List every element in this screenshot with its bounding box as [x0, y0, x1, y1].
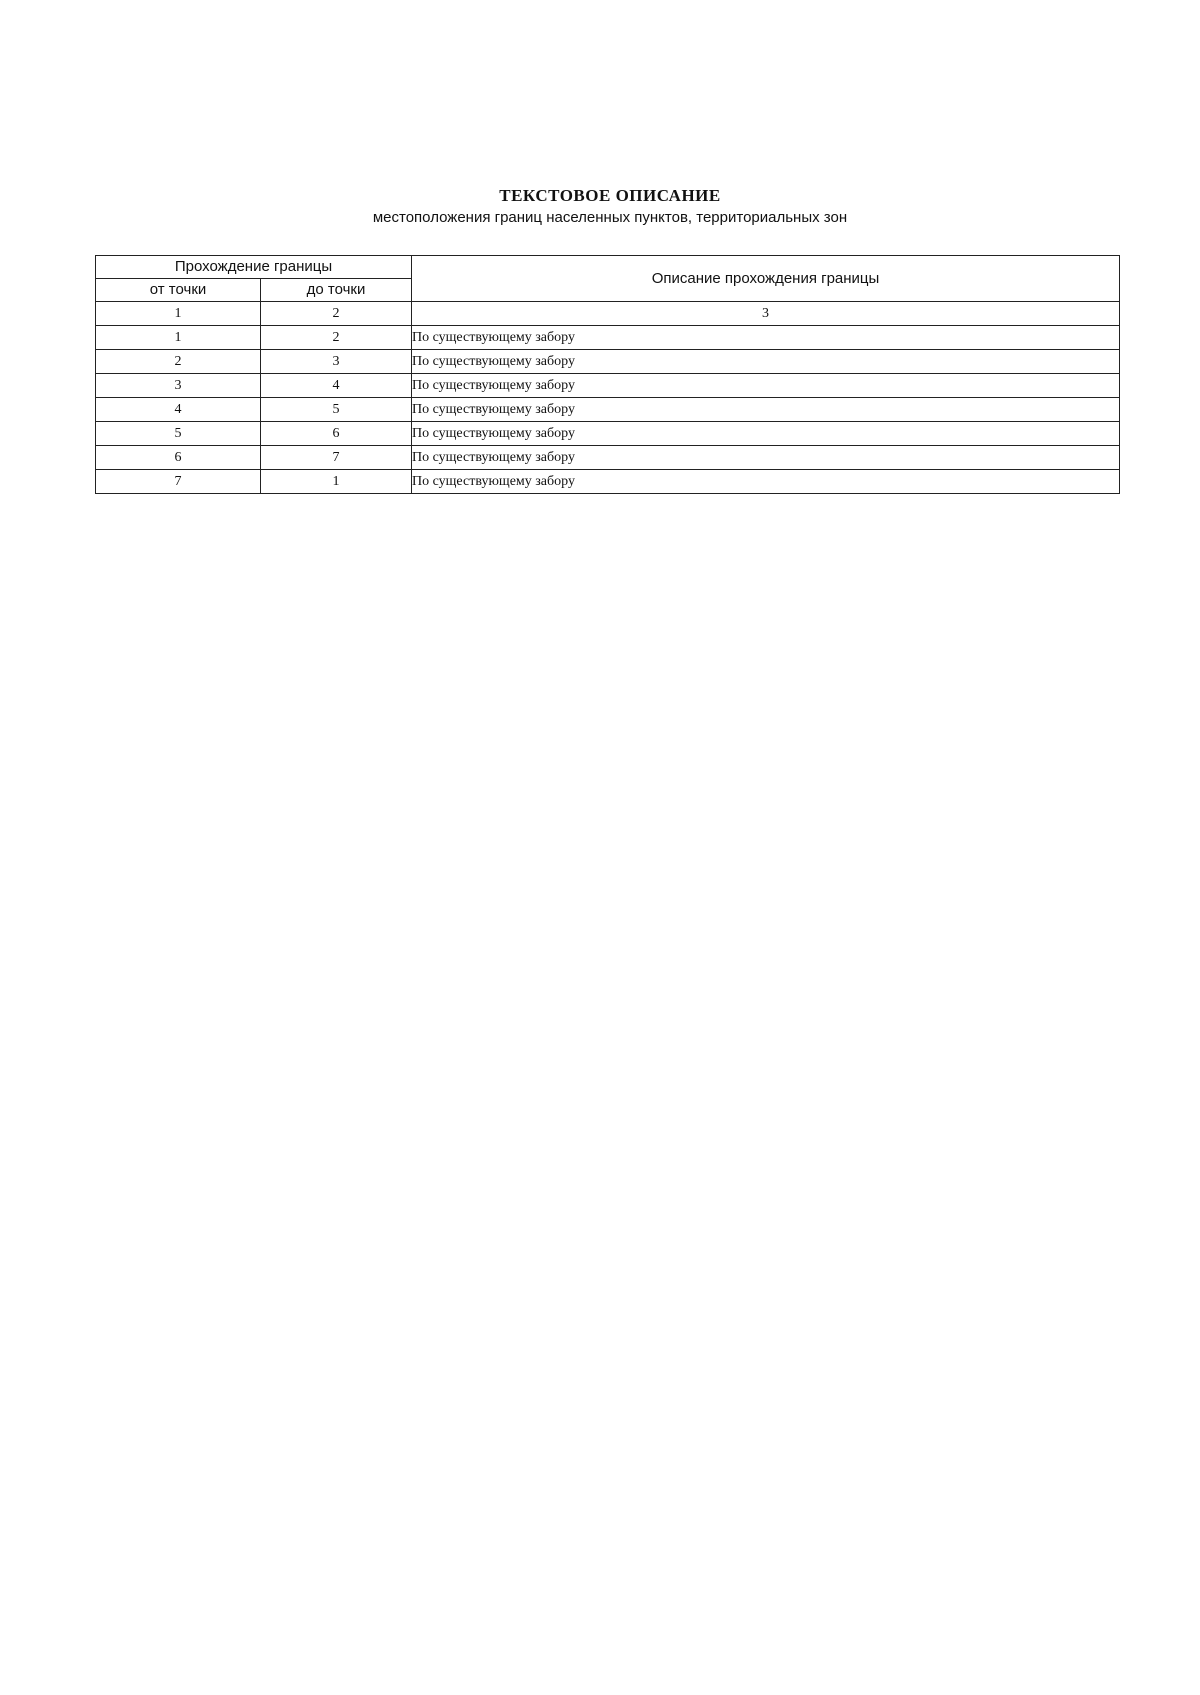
document-title: ТЕКСТОВОЕ ОПИСАНИЕ: [499, 186, 721, 205]
description-cell: По существующему забору: [412, 398, 1120, 422]
from-point-cell: 6: [96, 446, 261, 470]
to-point-cell: 7: [261, 446, 412, 470]
description-cell: По существующему забору: [412, 422, 1120, 446]
column-number: 1: [96, 302, 261, 326]
description-cell: По существующему забору: [412, 446, 1120, 470]
from-point-cell: 7: [96, 470, 261, 494]
header-description: Описание прохождения границы: [412, 256, 1120, 302]
to-point-cell: 2: [261, 326, 412, 350]
description-cell: По существующему забору: [412, 326, 1120, 350]
table-row: [96, 446, 1120, 470]
to-point-cell: 5: [261, 398, 412, 422]
description-cell: По существующему забору: [412, 350, 1120, 374]
from-point-cell: 2: [96, 350, 261, 374]
from-point-cell: 4: [96, 398, 261, 422]
column-number-row: [96, 302, 1120, 326]
column-number: 3: [412, 302, 1120, 326]
to-point-cell: 6: [261, 422, 412, 446]
boundary-description-table: [95, 255, 1120, 494]
table-row: [96, 398, 1120, 422]
document-subtitle: местоположения границ населенных пунктов, территориальных зон: [372, 209, 848, 226]
column-number: 2: [261, 302, 412, 326]
header-boundary-passage: Прохождение границы: [96, 256, 412, 279]
to-point-cell: 4: [261, 374, 412, 398]
table-row: [96, 470, 1120, 494]
description-cell: По существующему забору: [412, 470, 1120, 494]
from-point-cell: 3: [96, 374, 261, 398]
header-from-point: от точки: [96, 279, 261, 302]
table-row: [96, 326, 1120, 350]
from-point-cell: 5: [96, 422, 261, 446]
to-point-cell: 1: [261, 470, 412, 494]
table-row: [96, 422, 1120, 446]
to-point-cell: 3: [261, 350, 412, 374]
header-to-point: до точки: [261, 279, 412, 302]
table-row: [96, 374, 1120, 398]
description-cell: По существующему забору: [412, 374, 1120, 398]
table-row: [96, 350, 1120, 374]
from-point-cell: 1: [96, 326, 261, 350]
